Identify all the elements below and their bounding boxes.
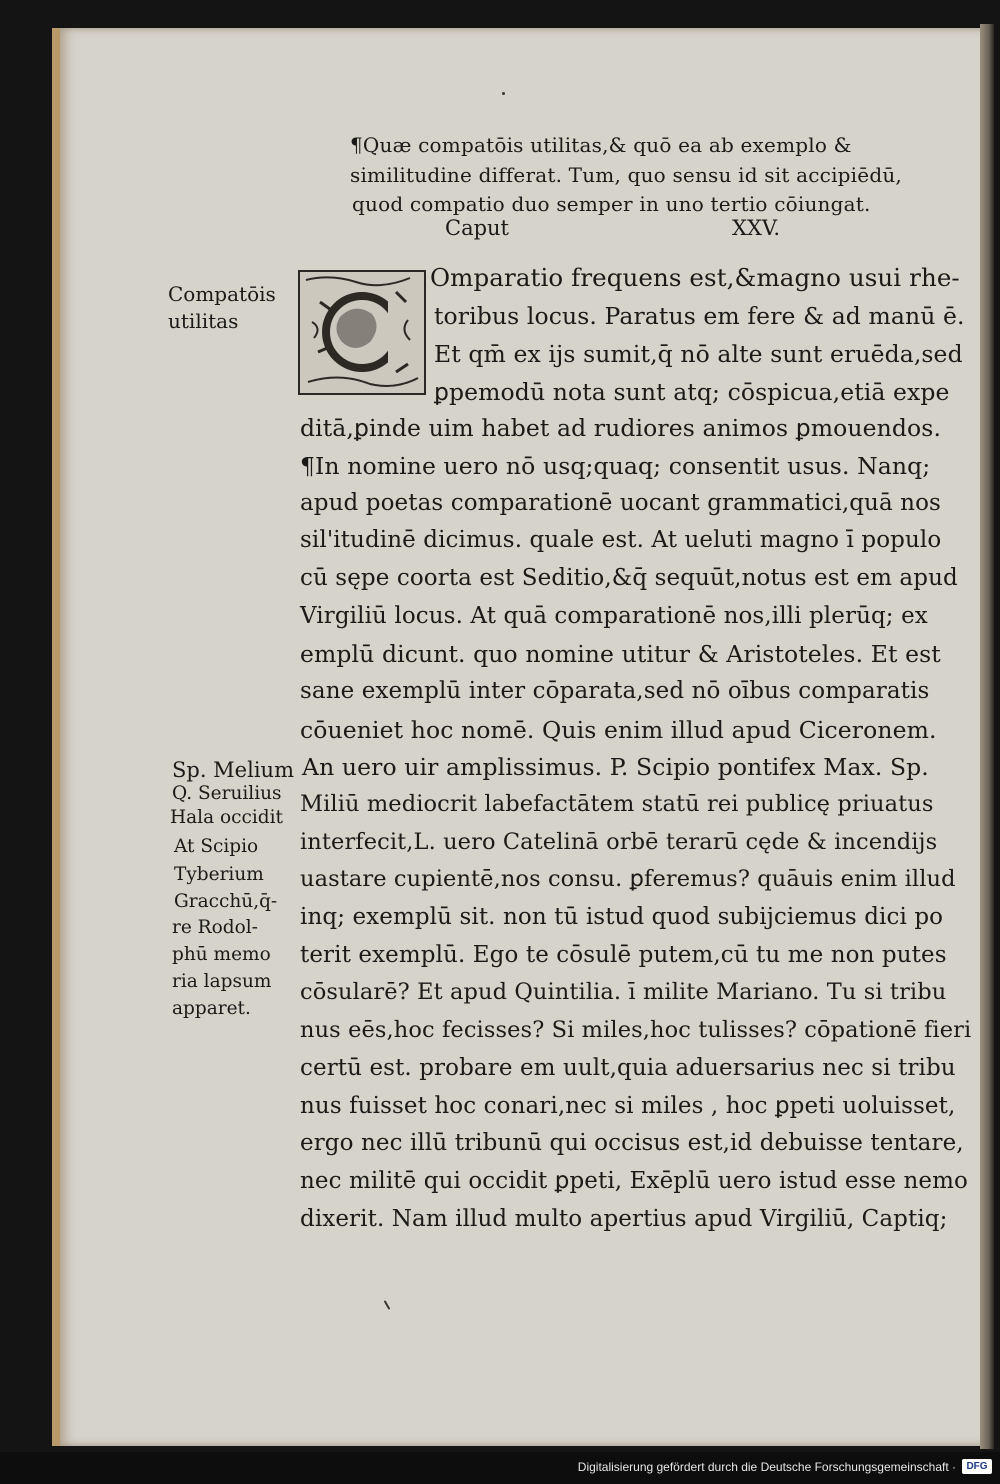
paper-speck xyxy=(502,92,505,95)
margin-note-line: At Scipio xyxy=(174,836,259,857)
margin-note-line: Compatōis xyxy=(168,282,276,306)
body-text-line: terit exemplū. Ego te cōsulē putem,cū tu me non putes xyxy=(300,942,947,968)
initial-ornament-icon xyxy=(300,272,424,393)
caput-label: Caput xyxy=(445,216,509,240)
body-text-line: interfecit,L. uero Catelinā orbē terarū cęde & incendijs xyxy=(300,829,938,855)
body-text-line: ditā,ꝑinde uim habet ad rudiores animos ꝑmouendos. xyxy=(300,414,942,442)
body-text-line: toribus locus. Paratus em fere & ad manū ē. xyxy=(434,302,965,330)
margin-note-line: re Rodol- xyxy=(172,917,258,938)
margin-note-line: Hala occidit xyxy=(170,807,283,828)
chapter-heading-line-1: ¶Quæ compatōis utilitas,& quō ea ab exemplo & xyxy=(350,133,852,157)
body-text-line: Omparatio frequens est,&magno usui rhe- xyxy=(430,263,960,292)
dfg-logo: DFG xyxy=(962,1459,992,1474)
body-text-line: inq; exemplū sit. non tū istud quod subijciemus dici po xyxy=(300,904,944,930)
margin-note-line: Gracchū,q̄- xyxy=(174,891,278,912)
page-edge-shadow xyxy=(980,24,994,1449)
decorated-initial xyxy=(298,270,426,395)
body-text-line: cōsularē? Et apud Quintilia. ī milite Mariano. Tu si tribu xyxy=(300,979,947,1005)
body-text-line: Et qm̄ ex ijs sumit,q̄ nō alte sunt eruēda,sed xyxy=(434,340,963,368)
body-text-line: sane exemplū inter cōparata,sed nō oībus comparatis xyxy=(300,678,930,704)
body-text-line: cū sępe coorta est Seditio,&q̄ sequūt,notus est em apud xyxy=(300,565,958,591)
body-text-line: apud poetas comparationē uocant grammatici,quā nos xyxy=(300,490,941,516)
body-text-line: Virgiliū locus. At quā comparationē nos,illi plerūq; ex xyxy=(300,603,928,629)
margin-note-line: utilitas xyxy=(168,309,239,333)
margin-note-line: Q. Seruilius xyxy=(172,783,282,804)
body-text-line: certū est. probare em uult,quia aduersarius nec si tribu xyxy=(300,1055,956,1081)
chapter-heading-line-2: similitudine differat. Tum, quo sensu id sit accipiēdū, xyxy=(350,163,902,187)
margin-note-line: ria lapsum xyxy=(172,971,272,992)
body-text-line: nus eēs,hoc fecisses? Si miles,hoc tulisses? cōpationē fieri xyxy=(300,1017,972,1043)
chapter-heading-line-3: quod compatio duo semper in uno tertio cōiungat. xyxy=(352,192,871,216)
margin-note-line: apparet. xyxy=(172,998,251,1019)
body-text-line: An uero uir amplissimus. P. Scipio pontifex Max. Sp. xyxy=(302,753,929,781)
margin-note-line: phū memo xyxy=(172,944,271,965)
margin-note-line: Sp. Melium xyxy=(172,758,294,782)
body-text-line: dixerit. Nam illud multo apertius apud Virgiliū, Captiq; xyxy=(300,1206,948,1232)
body-text-line: nec militē qui occidit ꝑpeti, Exēplū uero istud esse nemo xyxy=(300,1168,968,1194)
body-text-line: nus fuisset hoc conari,nec si miles , hoc ꝑpeti uoluisset, xyxy=(300,1093,956,1119)
body-text-line: ergo nec illū tribunū qui occisus est,id debuisse tentare, xyxy=(300,1130,964,1156)
caput-number: XXV. xyxy=(732,216,781,240)
body-text-line: emplū dicunt. quo nomine utitur & Aristoteles. Et est xyxy=(300,640,941,668)
body-text-line: ¶In nomine uero nō usq;quaq; consentit usus. Nanq; xyxy=(300,452,931,480)
body-text-line: cōueniet hoc nomē. Quis enim illud apud Ciceronem. xyxy=(300,716,937,744)
body-text-line: uastare cupientē,nos consu. ꝑferemus? quāuis enim illud xyxy=(300,866,956,892)
body-text-line: ꝑpemodū nota sunt atq; cōspicua,etiā expe xyxy=(434,378,950,406)
body-text-line: sil'itudinē dicimus. quale est. At ueluti magno ī populo xyxy=(300,527,942,553)
body-text-line: Miliū mediocrit labefactātem statū rei publicę priuatus xyxy=(300,791,934,817)
footer-credit: Digitalisierung gefördert durch die Deutsche Forschungsgemeinschaft · xyxy=(577,1460,956,1474)
margin-note-line: Tyberium xyxy=(174,864,264,885)
footer-bar xyxy=(0,1452,1000,1484)
